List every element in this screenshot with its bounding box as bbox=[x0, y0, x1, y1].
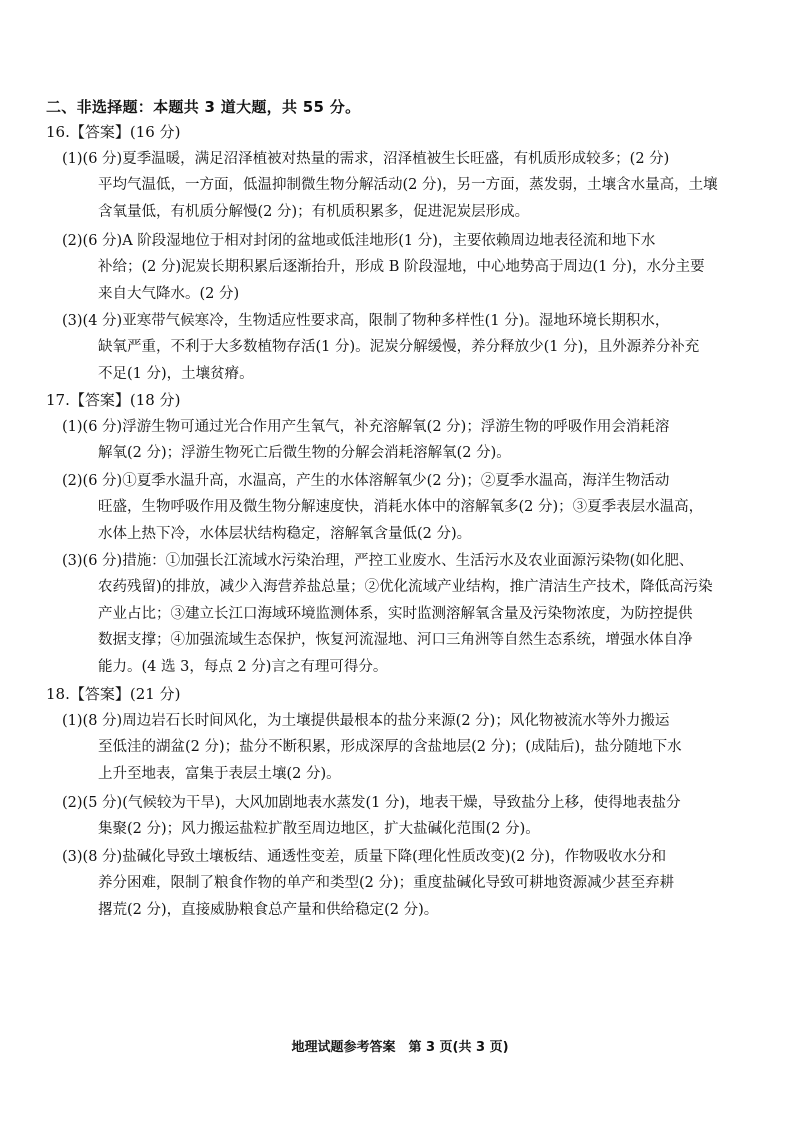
q18-item-2-line-1: (2)(5 分)(气候较为干旱)，大风加剧地表水蒸发(1 分)，地表干燥，导致盐分上移，使得地表盐分 bbox=[62, 795, 681, 811]
q16-item-2-line-2: 补给；(2 分)泥炭长期积累后逐渐抬升，形成 B 阶段湿地，中心地势高于周边(1 分)，水分主要 bbox=[98, 259, 705, 276]
q18-item-3-line-2: 养分困难，限制了粮食作物的单产和类型(2 分)；重度盐碱化导致可耕地资源减少甚至弃耕 bbox=[98, 875, 675, 892]
q16-item-1-line-2: 平均气温低，一方面，低温抑制微生物分解活动(2 分)，另一方面，蒸发弱，土壤含水量高，土壤 bbox=[98, 177, 718, 194]
question-16-head: 16.【答案】(16 分) bbox=[46, 123, 181, 141]
q17-item-2-line-1: (2)(6 分)①夏季水温升高，水温高，产生的水体溶解氧少(2 分)；②夏季水温高，海洋生物活动 bbox=[62, 473, 670, 489]
q18-item-3 bbox=[62, 844, 758, 923]
q17-item-1-line-2: 解氧(2 分)；浮游生物死亡后微生物的分解会消耗溶解氧(2 分)。 bbox=[98, 445, 511, 462]
q17-item-3-line-2: 农药残留)的排放，减少入海营养盐总量；②优化流域产业结构，推广清洁生产技术，降低高污染 bbox=[98, 579, 713, 596]
q17-item-3-line-3: 产业占比；③建立长江口海域环境监测体系，实时监测溶解氧含量及污染物浓度，为防控提供 bbox=[98, 605, 693, 622]
q17-item-3-line-1: (3)(6 分)措施：①加强长江流域水污染治理，严控工业废水、生活污水及农业面源污染物(如化肥、 bbox=[62, 553, 694, 569]
q18-item-2 bbox=[62, 790, 758, 843]
q18-item-1-line-2: 至低洼的湖盆(2 分)；盐分不断积累，形成深厚的含盐地层(2 分)；(成陆后)，盐分随地下水 bbox=[98, 739, 682, 756]
q17-item-2 bbox=[62, 468, 758, 547]
q16-item-2-line-1: (2)(6 分)A 阶段湿地位于相对封闭的盆地或低洼地形(1 分)，主要依赖周边地表径流和地下水 bbox=[62, 233, 656, 249]
q17-item-1 bbox=[62, 414, 758, 467]
q18-item-3-line-1: (3)(8 分)盐碱化导致土壤板结、通透性变差，质量下降(理化性质改变)(2 分)，作物吸收水分和 bbox=[62, 849, 667, 865]
q16-item-3-line-1: (3)(4 分)亚寒带气候寒冷，生物适应性要求高，限制了物种多样性(1 分)。湿地环境长期积水， bbox=[62, 313, 670, 329]
question-18-head: 18.【答案】(21 分) bbox=[46, 685, 181, 703]
page-footer: 地理试题参考答案 第 3 页(共 3 页) bbox=[291, 1040, 509, 1055]
section-title: 二、非选择题：本题共 3 道大题，共 55 分。 bbox=[46, 98, 361, 116]
q16-item-3-line-2: 缺氧严重，不利于大多数植物存活(1 分)。泥炭分解缓慢，养分释放少(1 分)，且外源养分补充 bbox=[98, 339, 700, 356]
q18-item-3-line-3: 撂荒(2 分)，直接威胁粮食总产量和供给稳定(2 分)。 bbox=[98, 901, 439, 918]
q17-item-2-line-3: 水体上热下冷，水体层状结构稳定，溶解氧含量低(2 分)。 bbox=[98, 525, 472, 542]
q18-item-1-line-1: (1)(8 分)周边岩石长时间风化，为土壤提供最根本的盐分来源(2 分)；风化物被流水等外力搬运 bbox=[62, 713, 670, 729]
q16-item-1 bbox=[62, 146, 758, 225]
q18-item-1-line-3: 上升至地表，富集于表层土壤(2 分)。 bbox=[98, 765, 341, 782]
q17-item-3-line-5: 能力。(4 选 3，每点 2 分)言之有理可得分。 bbox=[98, 658, 388, 675]
q16-item-2-line-3: 来自大气降水。(2 分) bbox=[98, 285, 240, 302]
q17-item-2-line-2: 旺盛，生物呼吸作用及微生物分解速度快，消耗水体中的溶解氧多(2 分)；③夏季表层水温高， bbox=[98, 499, 704, 516]
q18-item-1 bbox=[62, 708, 758, 787]
q16-item-1-line-1: (1)(6 分)夏季温暖，满足沼泽植被对热量的需求，沼泽植被生长旺盛，有机质形成较多；(2 分) bbox=[62, 151, 670, 167]
q16-item-1-line-3: 含氧量低，有机质分解慢(2 分)；有机质积累多，促进泥炭层形成。 bbox=[98, 203, 530, 220]
question-17-head: 17.【答案】(18 分) bbox=[46, 391, 181, 409]
q17-item-3-line-4: 数据支撑；④加强流域生态保护，恢复河流湿地、河口三角洲等自然生态系统，增强水体自净 bbox=[98, 632, 693, 649]
q18-item-2-line-2: 集聚(2 分)；风力搬运盐粒扩散至周边地区，扩大盐碱化范围(2 分)。 bbox=[98, 821, 540, 838]
q17-item-1-line-1: (1)(6 分)浮游生物可通过光合作用产生氧气，补充溶解氧(2 分)；浮游生物的呼吸作用会消耗溶 bbox=[62, 419, 670, 435]
q17-item-3 bbox=[62, 548, 758, 680]
q16-item-3-line-3: 不足(1 分)，土壤贫瘠。 bbox=[98, 365, 254, 382]
q16-item-3 bbox=[62, 308, 758, 387]
q16-item-2 bbox=[62, 228, 758, 307]
